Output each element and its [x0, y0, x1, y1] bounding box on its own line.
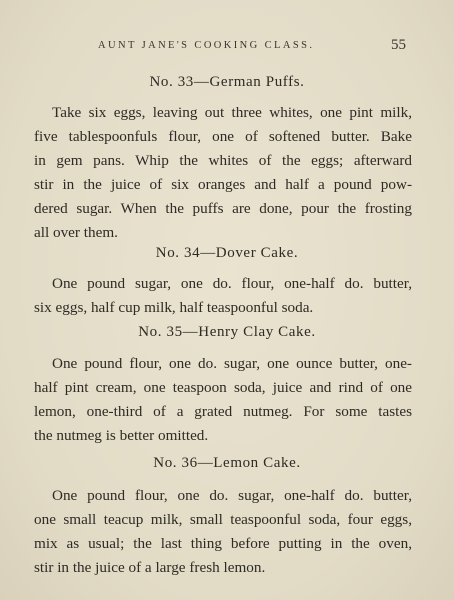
recipe-text-line: dered sugar. When the puffs are done, pour the frosting — [34, 200, 412, 217]
recipe-text-line: mix as usual; the last thing before putting in the oven, — [34, 535, 412, 552]
recipe-text-line: half pint cream, one teaspoon soda, juice and rind of one — [34, 379, 412, 396]
recipe-text-line: all over them. — [34, 224, 118, 241]
recipe-text-line: in gem pans. Whip the whites of the eggs; afterward — [34, 152, 412, 169]
recipe-text-line: stir in the juice of a large fresh lemon. — [34, 559, 266, 576]
recipe-text-line: lemon, one-third of a grated nutmeg. For some tastes — [34, 403, 412, 420]
recipe-text-line: one small teacup milk, small teaspoonful soda, four eggs, — [34, 511, 412, 528]
recipe-text-line: stir in the juice of six oranges and half a pound pow- — [34, 176, 412, 193]
recipe-title: No. 35—Henry Clay Cake. — [138, 324, 316, 340]
recipe-text-line: five tablespoonfuls flour, one of softened butter. Bake — [34, 128, 412, 145]
recipe-text-line: six eggs, half cup milk, half teaspoonful soda. — [34, 299, 314, 316]
recipe-title: No. 34—Dover Cake. — [155, 245, 299, 261]
recipe-text-line: the nutmeg is better omitted. — [34, 427, 209, 444]
running-head: AUNT JANE'S COOKING CLASS. — [98, 40, 315, 51]
recipe-text-line: One pound sugar, one do. flour, one-half do. butter, — [52, 275, 412, 292]
recipe-text-line: One pound flour, one do. sugar, one-half do. butter, — [52, 487, 412, 504]
recipe-title: No. 33—German Puffs. — [149, 74, 305, 90]
recipe-title: No. 36—Lemon Cake. — [153, 455, 301, 471]
recipe-text-line: Take six eggs, leaving out three whites, one pint milk, — [52, 104, 412, 121]
page-number: 55 — [391, 37, 406, 53]
recipe-text-line: One pound flour, one do. sugar, one ounce butter, one- — [52, 355, 412, 372]
